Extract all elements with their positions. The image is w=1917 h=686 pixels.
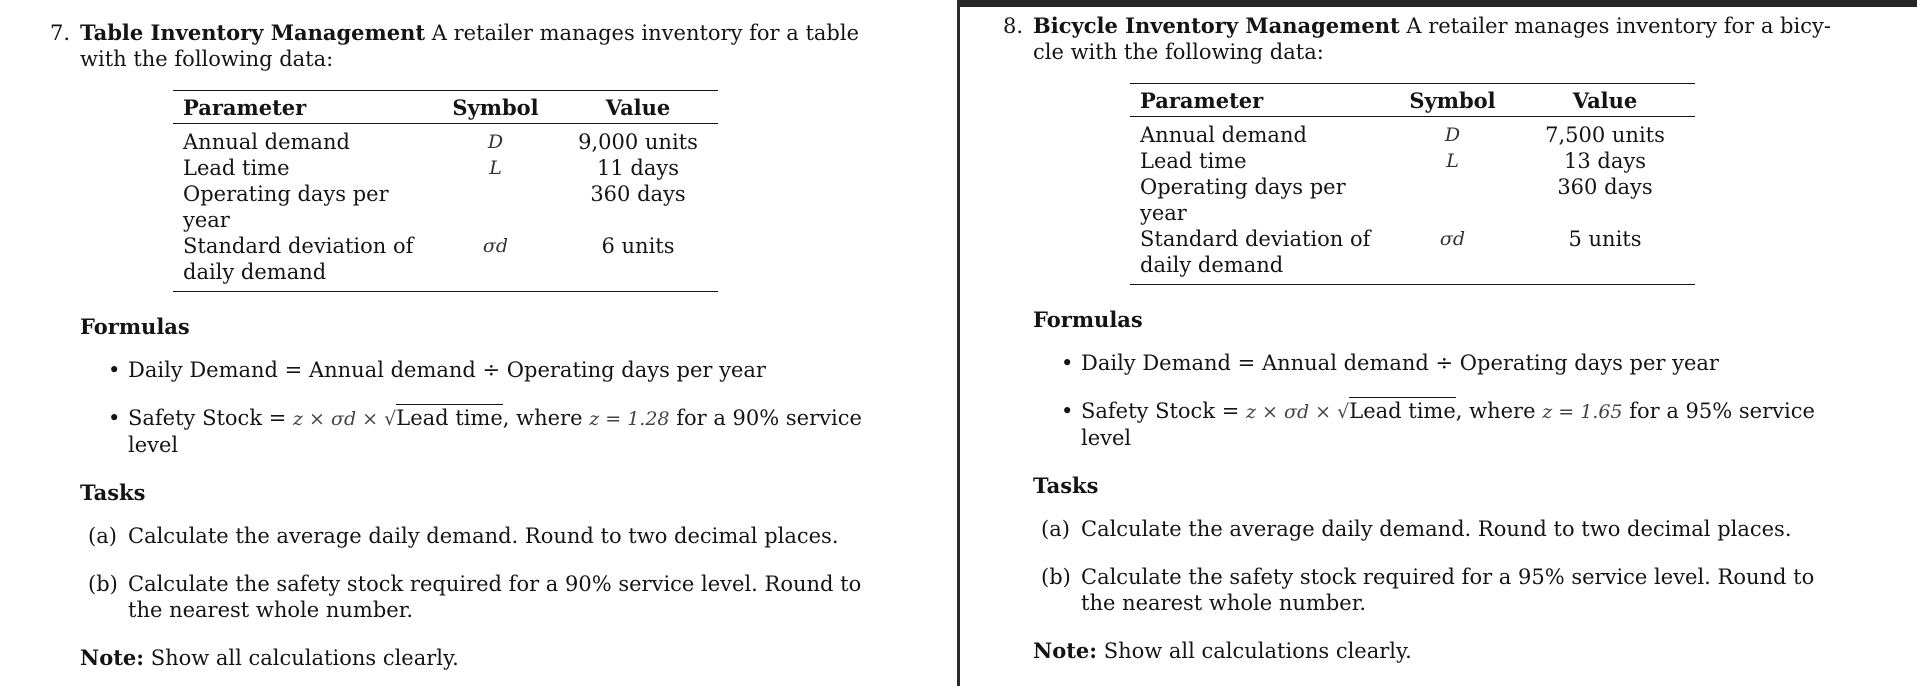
header-parameter: Parameter xyxy=(1130,84,1390,117)
left-page xyxy=(0,0,957,686)
param-name: Lead time xyxy=(183,156,290,180)
note-label: Note: xyxy=(1033,638,1098,663)
header-parameter: Parameter xyxy=(173,91,433,124)
param-value: 360 days xyxy=(590,182,686,206)
param-value: 11 days xyxy=(596,156,679,180)
param-symbol: σd xyxy=(433,233,558,292)
formula-list xyxy=(50,357,898,458)
param-value: 5 units xyxy=(1515,226,1695,285)
param-name: Lead time xyxy=(1140,149,1247,173)
task-marker: (a) xyxy=(1041,517,1070,541)
formula-daily-demand: • Daily Demand = Annual demand ÷ Operating days per year xyxy=(128,357,898,383)
task-item xyxy=(88,523,898,549)
header-symbol: Symbol xyxy=(1390,84,1515,117)
formula-safety-stock: • Safety Stock = z × σd × √Lead time, where z = 1.28 for a 90% service level xyxy=(128,405,898,458)
task-list xyxy=(50,523,898,623)
problem-number: 8. xyxy=(1003,14,1024,38)
task-list xyxy=(1003,516,1851,616)
z-value: z = 1.65 xyxy=(1542,401,1623,423)
formula-safety-stock: • Safety Stock = z × σd × √Lead time, where z = 1.65 for a 95% service level xyxy=(1081,398,1851,451)
param-value: 360 days xyxy=(1557,175,1653,199)
param-symbol xyxy=(433,181,558,233)
note-label: Note: xyxy=(80,645,145,670)
table-row xyxy=(173,233,718,292)
task-marker: (a) xyxy=(88,524,117,548)
formula-daily-demand: • Daily Demand = Annual demand ÷ Operating days per year xyxy=(1081,350,1851,376)
problem-title: Table Inventory Management xyxy=(80,20,426,45)
parameter-table xyxy=(1130,83,1695,285)
note-text: Show all calculations clearly. xyxy=(1097,639,1412,663)
param-name: Annual demand xyxy=(1140,123,1307,147)
z-value: z = 1.28 xyxy=(589,408,670,430)
header-symbol: Symbol xyxy=(433,91,558,124)
tasks-heading: Tasks xyxy=(80,480,146,505)
formula-list xyxy=(1003,350,1851,451)
param-name: Operating days per year xyxy=(1140,175,1346,225)
formulas-heading: Formulas xyxy=(1033,307,1143,332)
header-value: Value xyxy=(1515,84,1695,117)
top-edge-bar xyxy=(960,0,1917,7)
task-text: Calculate the average daily demand. Round to two decimal places. xyxy=(1081,517,1792,541)
param-value: 13 days xyxy=(1563,149,1646,173)
parameter-table xyxy=(173,90,718,292)
safety-math: z × σd × √ xyxy=(1246,401,1350,423)
param-symbol xyxy=(1390,174,1515,226)
task-text: Calculate the average daily demand. Round to two decimal places. xyxy=(128,524,839,548)
table-row xyxy=(1130,174,1695,226)
table-row xyxy=(173,181,718,233)
right-page xyxy=(960,0,1917,686)
task-item xyxy=(1041,564,1851,616)
problem-intro: A retailer manages inventory for a table with the following data: xyxy=(80,21,860,71)
task-marker: (b) xyxy=(88,572,118,596)
problem-statement xyxy=(1003,13,1843,65)
formulas-heading: Formulas xyxy=(80,314,190,339)
table-row xyxy=(1130,148,1695,174)
param-name: Standard deviation of daily demand xyxy=(173,233,433,292)
problem-statement xyxy=(50,20,890,72)
tasks-heading: Tasks xyxy=(1033,473,1099,498)
note-text: Show all calculations clearly. xyxy=(144,646,459,670)
param-name: Operating days per year xyxy=(183,182,389,232)
param-value: 7,500 units xyxy=(1545,123,1665,147)
task-item xyxy=(1041,516,1851,542)
param-symbol: L xyxy=(489,157,502,179)
safety-math: z × σd × √ xyxy=(293,408,397,430)
param-symbol: D xyxy=(487,131,504,153)
param-symbol: D xyxy=(1444,124,1461,146)
param-name: Standard deviation of daily demand xyxy=(1130,226,1390,285)
param-symbol: σd xyxy=(1390,226,1515,285)
table-row xyxy=(173,155,718,181)
note xyxy=(1033,638,1851,663)
param-value: 6 units xyxy=(558,233,718,292)
header-value: Value xyxy=(558,91,718,124)
task-text: Calculate the safety stock required for a 90% service level. Round to the nearest whole number. xyxy=(128,572,862,622)
problem-8 xyxy=(1003,13,1851,663)
sqrt-lead-time: Lead time xyxy=(1349,399,1456,423)
problem-title: Bicycle Inventory Management xyxy=(1033,13,1400,38)
table-row xyxy=(1130,226,1695,285)
task-text: Calculate the safety stock required for a 95% service level. Round to the nearest whole number. xyxy=(1081,565,1815,615)
note xyxy=(80,645,898,670)
task-marker: (b) xyxy=(1041,565,1071,589)
task-item xyxy=(88,571,898,623)
problem-number: 7. xyxy=(50,21,71,45)
param-symbol: L xyxy=(1446,150,1459,172)
param-value: 9,000 units xyxy=(578,130,698,154)
sqrt-lead-time: Lead time xyxy=(396,406,503,430)
table-row xyxy=(1130,117,1695,149)
problem-intro: A retailer manages inventory for a bicy-cle with the following data: xyxy=(1033,14,1831,64)
problem-7 xyxy=(50,20,898,670)
table-row xyxy=(173,124,718,156)
param-name: Annual demand xyxy=(183,130,350,154)
